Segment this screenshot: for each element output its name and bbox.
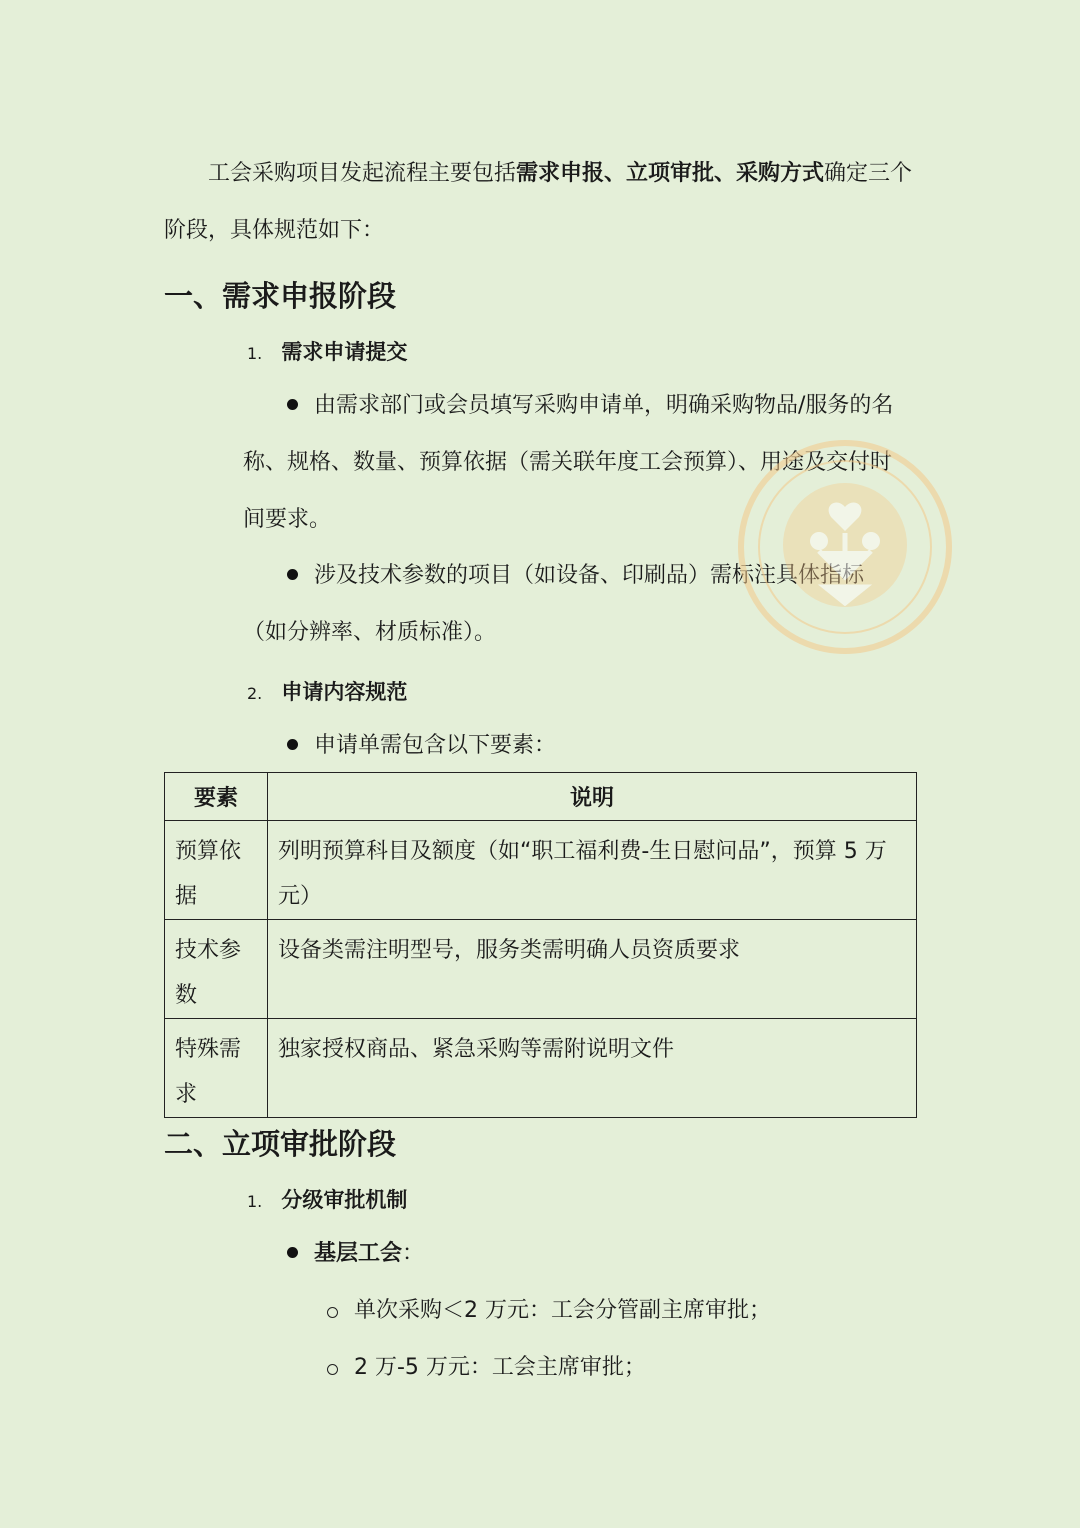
table-cell: 独家授权商品、紧急采购等需附说明文件 — [268, 1019, 917, 1118]
item-1-2 — [247, 676, 407, 706]
table-cell: 特殊需求 — [165, 1019, 268, 1118]
table-cell: 设备类需注明型号，服务类需明确人员资质要求 — [268, 920, 917, 1019]
item-title: 分级审批机制 — [281, 1188, 408, 1212]
union-seal-watermark-icon — [735, 437, 955, 657]
table-cell: 列明预算科目及额度（如“职工福利费-生日慰问品”，预算 5 万元） — [268, 821, 917, 920]
table-row — [165, 821, 917, 920]
bullet-dot-icon — [287, 399, 298, 410]
table-header: 要素 — [165, 773, 268, 821]
hollow-circle-icon — [327, 1307, 338, 1318]
sub-bullet-text: 单次采购＜2 万元：工会分管副主席审批； — [354, 1298, 771, 1323]
bullet-colon: ： — [402, 1241, 425, 1266]
bullet-text: 由需求部门或会员填写采购申请单，明确采购物品/服务的名称、规格、数量、预算依据（需关联年度工会预算）、用途及交付时间要求。 — [243, 393, 894, 532]
bullet-text: 申请单需包含以下要素： — [314, 733, 557, 758]
section-2-title: 二、立项审批阶段 — [164, 1127, 397, 1161]
item-number: 2. — [247, 684, 263, 703]
bullet-grassroots-union — [287, 1239, 424, 1269]
item-number: 1. — [247, 1192, 263, 1211]
item-1-1 — [247, 336, 407, 366]
item-title: 需求申请提交 — [281, 340, 408, 364]
sub-bullet-text: 2 万-5 万元：工会主席审批； — [354, 1355, 646, 1380]
table-cell: 预算依据 — [165, 821, 268, 920]
bullet-dot-icon — [287, 569, 298, 580]
table-header: 说明 — [268, 773, 917, 821]
table-row — [165, 920, 917, 1019]
item-number: 1. — [247, 344, 263, 363]
sub-bullet-20k-50k — [327, 1353, 646, 1383]
bullet-bold-text: 基层工会 — [314, 1241, 403, 1266]
item-2-1 — [247, 1184, 407, 1214]
bullet-form-elements — [287, 731, 556, 761]
bullet-dot-icon — [287, 739, 298, 750]
intro-bold: 需求申报、立项审批、采购方式 — [516, 161, 825, 186]
bullet-text: 涉及技术参数的项目（如设备、印刷品）需标注具体指标（如分辨率、材质标准）。 — [243, 563, 865, 645]
table-row — [165, 1019, 917, 1118]
table-cell: 技术参数 — [165, 920, 268, 1019]
sub-bullet-under-20k — [327, 1296, 771, 1326]
intro-paragraph — [164, 145, 924, 259]
hollow-circle-icon — [327, 1364, 338, 1375]
item-title: 申请内容规范 — [281, 680, 408, 704]
intro-prefix: 工会采购项目发起流程主要包括 — [208, 161, 517, 186]
section-1-title: 一、需求申报阶段 — [164, 279, 397, 313]
requirements-table — [164, 772, 917, 1118]
table-header-row — [165, 773, 917, 821]
bullet-dot-icon — [287, 1247, 298, 1258]
intro-suffix: 确定三个阶段，具体规范如下： — [164, 161, 913, 243]
